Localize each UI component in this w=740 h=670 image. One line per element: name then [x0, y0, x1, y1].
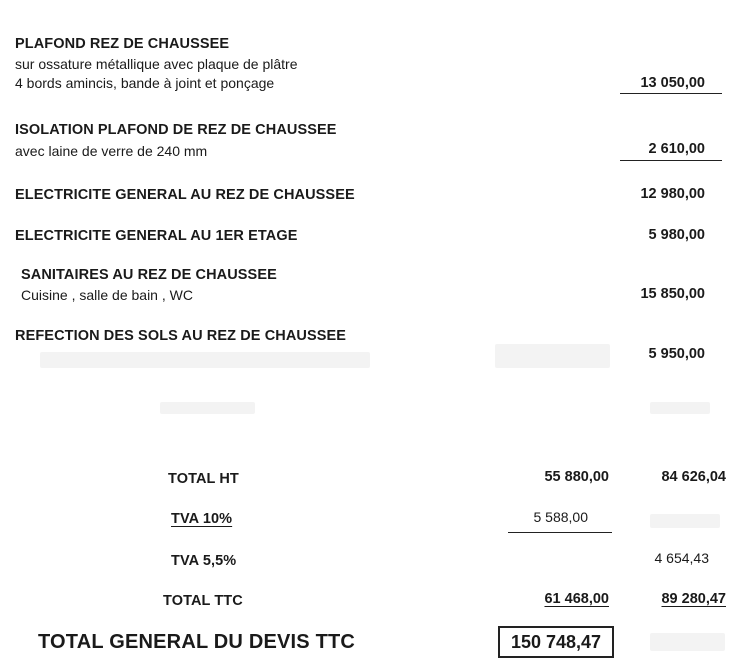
item-amount: 2 610,00: [648, 141, 705, 157]
item-description-line: 4 bords amincis, bande à joint et ponçage: [15, 75, 275, 91]
item-description-line: Cuisine , salle de bain , WC: [21, 287, 193, 303]
grand-total-value-box: 150 748,47: [498, 626, 614, 658]
item-title: ISOLATION PLAFOND DE REZ DE CHAUSSEE: [15, 122, 337, 138]
total-ttc-col1: 61 468,00: [544, 591, 609, 607]
item-title: SANITAIRES AU REZ DE CHAUSSEE: [21, 267, 277, 283]
item-title: REFECTION DES SOLS AU REZ DE CHAUSSEE: [15, 328, 347, 344]
total-ttc-label: TOTAL TTC: [163, 593, 243, 609]
tva55-label: TVA 5,5%: [171, 553, 237, 569]
item-title: ELECTRICITE GENERAL AU REZ DE CHAUSSEE: [15, 187, 355, 203]
total-ttc-col2: 89 280,47: [661, 591, 726, 607]
grand-total-label: TOTAL GENERAL DU DEVIS TTC: [38, 631, 356, 653]
tva55-col2: 4 654,43: [654, 550, 709, 566]
item-amount: 13 050,00: [640, 75, 705, 91]
total-ht-col1: 55 880,00: [544, 469, 609, 485]
bleed-through-mark: [650, 514, 720, 528]
tva10-label: TVA 10%: [171, 511, 233, 527]
bleed-through-mark: [40, 352, 370, 368]
item-amount: 5 950,00: [648, 346, 705, 362]
bleed-through-mark: [650, 633, 725, 651]
amount-underline: [620, 93, 722, 94]
item-amount: 12 980,00: [640, 186, 705, 202]
item-amount: 15 850,00: [640, 286, 705, 302]
bleed-through-mark: [160, 402, 255, 414]
amount-underline: [620, 160, 722, 161]
item-description-line: avec laine de verre de 240 mm: [15, 143, 208, 159]
total-ht-col2: 84 626,04: [661, 469, 726, 485]
tva10-underline: [508, 532, 612, 533]
bleed-through-mark: [650, 402, 710, 414]
item-title: PLAFOND REZ DE CHAUSSEE: [15, 36, 230, 52]
item-title: ELECTRICITE GENERAL AU 1ER ETAGE: [15, 228, 298, 244]
total-ht-label: TOTAL HT: [168, 471, 239, 487]
item-amount: 5 980,00: [648, 227, 705, 243]
tva10-col1: 5 588,00: [533, 509, 588, 525]
item-description-line: sur ossature métallique avec plaque de plâtre: [15, 56, 298, 72]
bleed-through-mark: [495, 344, 610, 368]
